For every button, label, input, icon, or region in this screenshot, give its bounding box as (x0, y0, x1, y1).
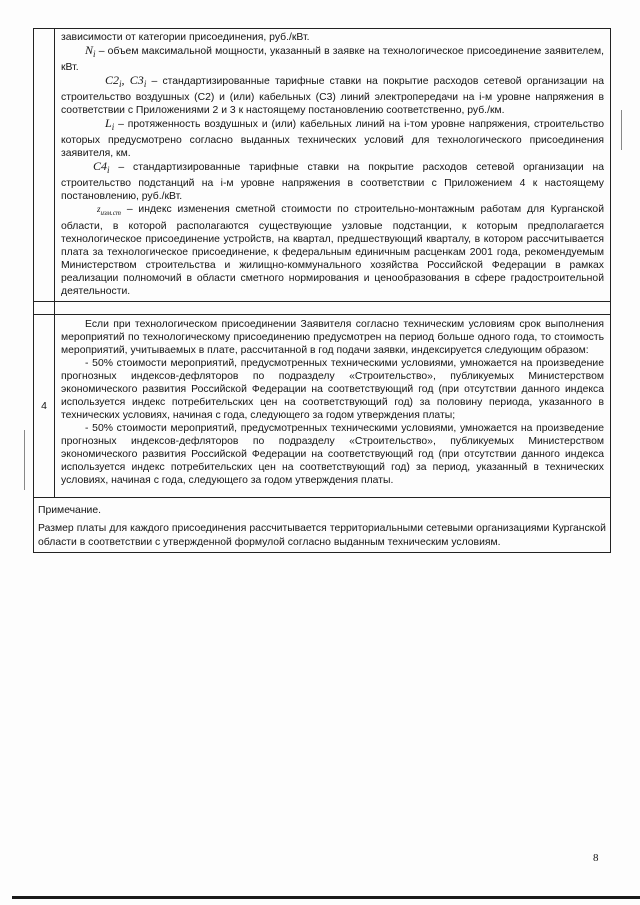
table-row-note (34, 498, 611, 553)
definition-c4: $C4_i$ – стандартизированные тарифные ставки на покрытие расходов сетевой организации на строительство подстанций на i-м уровне напряжения в соответствии с Приложением 4 к настоящему постановлению, руб./кВт. (61, 159, 604, 203)
note-cell (34, 498, 611, 553)
indexation-paragraph-3: - 50% стоимости мероприятий, предусмотренных техническими условиями, умножается на произведение прогнозных индексов-дефляторов по подразделу «Строительство», публикуемых Министерством экономического развития Российской Федерации на соответствующий год (при отсутствии данного индекса используется индекс потребительских цен на соответствующий год) за период, указанный в технических условиях, начиная с года, следующего за годом утверждения платы. (61, 423, 604, 487)
definition-l: $L_i$ – протяженность воздушных и (или) кабельных линий на i-том уровне напряжения, строительство которых предусмотрено согласно выданных технических условий для технологического присоединения заявителя, км. (61, 116, 604, 160)
indexation-paragraph-1: Если при технологическом присоединении Заявителя согласно техническим условиям срок выполнения мероприятий по технологическому присоединению предусмотрен на период больше одного года, то стоимость мероприятий, учитываемых в плате, рассчитанной в год подачи заявки, индексируется следующим образом: (61, 319, 604, 357)
note-text: Размер платы для каждого присоединения рассчитывается территориальными сетевыми организациями Курганской области в соответствии с утвержденной формулой согласно выданным техническим условиям. (38, 523, 606, 549)
tariff-table (33, 28, 611, 553)
indexation-cell (55, 315, 611, 498)
definition-c2-c3: $C2_i$, $C3_i$ – стандартизированные тарифные ставки на покрытие расходов сетевой организации на строительство воздушных (С2) и (или) кабельных (С3) линий электропередачи на i-м уровне напряжения в соответствии с Приложениями 2 и 3 к настоящему постановлению соответственно, руб./км. (61, 73, 604, 117)
definitions-cell (55, 29, 611, 302)
definition-n: $N_i$ – объем максимальной мощности, указанный в заявке на технологическое присоединение заявителем, кВт. (61, 43, 604, 74)
indexation-paragraph-2: - 50% стоимости мероприятий, предусмотренных техническими условиями, умножается на произведение прогнозных индексов-дефляторов по подразделу «Строительство», публикуемых Министерством экономического развития Российской Федерации на соответствующий год (при отсутствии данного индекса используется индекс потребительских цен на соответствующий год) за половину периода, указанного в технических условиях, начиная с года, следующего за годом утверждения платы; (61, 358, 604, 422)
table-row-4 (34, 315, 611, 498)
intro-line: зависимости от категории присоединения, руб./кВт. (61, 32, 310, 43)
scan-margin-mark (621, 110, 622, 150)
scan-margin-mark (24, 430, 25, 490)
row-number-cell-empty (34, 29, 55, 302)
table-row-spacer (34, 302, 611, 315)
row-number-4: 4 (34, 315, 55, 498)
note-heading: Примечание. (38, 505, 102, 517)
table-row-definitions (34, 29, 611, 302)
definition-z: $z_{изм.ст}$ – индекс изменения сметной стоимости по строительно-монтажным работам для Курганской области, в которой располагаются существующие узловые подстанции, к которым предполагается технологическое присоединение устройств, на квартал, предшествующий кварталу, в котором рассчитывается плата за технологическое присоединение, к федеральным единичным расценкам 2001 года, рекомендуемым Министерством строительства и жилищно-коммунального хозяйства Российской Федерации в рамках реализации полномочий в области сметного нормирования и ценообразования в сфере градостроительной деятельности. (61, 204, 605, 298)
page-number: 8 (593, 852, 599, 864)
scan-edge-line (12, 896, 640, 899)
